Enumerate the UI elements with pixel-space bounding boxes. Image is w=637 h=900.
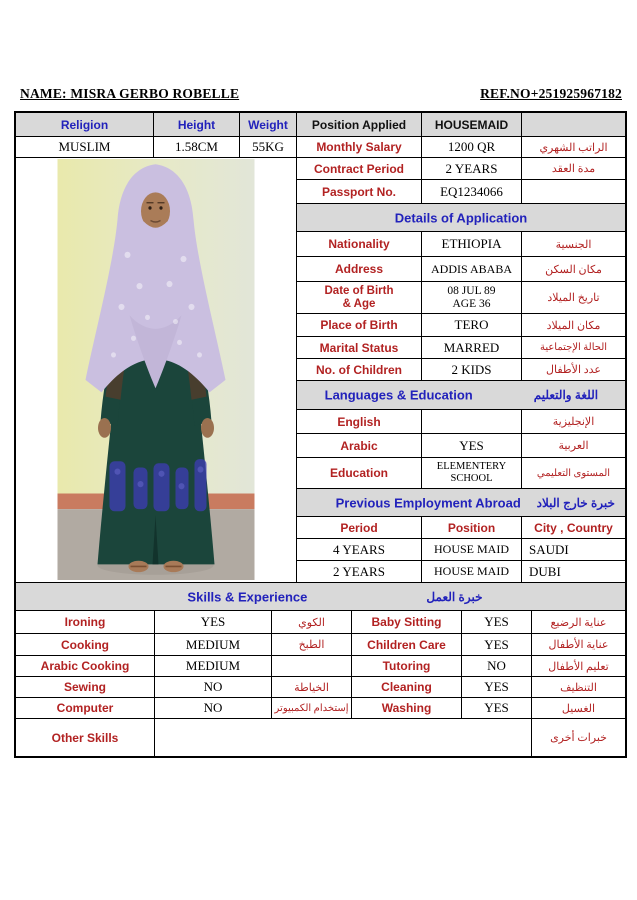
document-header [20, 86, 622, 102]
applicant-photo [58, 159, 255, 580]
nationality-label: Nationality [297, 232, 422, 256]
english-label: English [297, 410, 422, 433]
values-row [16, 137, 625, 158]
english-row [297, 410, 625, 434]
weight-value: 55KG [240, 137, 297, 157]
skill-value: YES [155, 611, 272, 633]
birthplace-arabic: مكان الميلاد [546, 319, 601, 332]
birthplace-value: TERO [422, 314, 522, 336]
arabic-row [297, 434, 625, 458]
dob-label: Date of Birth & Age [297, 282, 422, 313]
skill-value: MEDIUM [155, 634, 272, 655]
skill-arabic: الطبخ [272, 634, 352, 655]
details-column [297, 158, 625, 582]
photo-cell [16, 158, 297, 582]
skill-label: Cooking [16, 634, 155, 655]
position-column-header: Position [422, 517, 522, 538]
employment-section-title-arabic: خبرة خارج البلاد [536, 495, 615, 510]
salary-value: 1200 QR [422, 137, 522, 157]
skill-value: YES [462, 698, 532, 718]
skill-value: NO [155, 677, 272, 697]
dob-arabic: تاريخ الميلاد [547, 292, 600, 304]
skill-arabic: الغسيل [561, 702, 596, 715]
skill-label: Ironing [16, 611, 155, 633]
english-value [422, 410, 522, 433]
skill-value: MEDIUM [155, 656, 272, 676]
english-arabic: الإنجليزية [552, 416, 595, 428]
address-row [297, 257, 625, 282]
empty-header-cell [522, 113, 625, 136]
employment-section-title: Previous Employment Abroad [335, 495, 521, 510]
education-row [297, 458, 625, 489]
reference-number: REF.NO+251925967182 [480, 86, 622, 101]
education-label: Education [297, 458, 422, 488]
dob-row [297, 282, 625, 314]
skill-label: Cleaning [352, 677, 462, 697]
skill-arabic: الكوي [272, 611, 352, 633]
employment-2-position: HOUSE MAID [422, 561, 522, 582]
passport-label: Passport No. [297, 180, 422, 203]
applicant-name: NAME: MISRA GERBO ROBELLE [20, 86, 240, 101]
skill-value: YES [462, 634, 532, 655]
skill-value: NO [155, 698, 272, 718]
skill-label: Sewing [16, 677, 155, 697]
skill-arabic: الخياطة [272, 677, 352, 697]
skills-section-header [16, 583, 625, 611]
employment-columns-row [297, 517, 625, 539]
arabic-label: Arabic [297, 434, 422, 457]
children-arabic: عدد الأطفال [546, 364, 601, 376]
employment-row-2 [297, 561, 625, 582]
cv-table [14, 111, 627, 758]
table-header-row [16, 113, 625, 137]
weight-header: Weight [240, 113, 297, 136]
skill-arabic: عناية الأطفال [548, 639, 609, 651]
religion-value: MUSLIM [16, 137, 154, 157]
passport-value: EQ1234066 [422, 180, 522, 203]
religion-header: Religion [16, 113, 154, 136]
employment-1-period: 4 YEARS [297, 539, 422, 560]
contract-arabic: مدة العقد [551, 163, 596, 175]
nationality-value: ETHIOPIA [422, 232, 522, 256]
position-value: HOUSEMAID [422, 113, 522, 136]
employment-section-header [297, 489, 625, 517]
contract-period-row [297, 158, 625, 180]
address-label: Address [297, 257, 422, 281]
city-column-header: City , Country [534, 520, 613, 535]
education-arabic: المستوى التعليمي [536, 467, 611, 479]
skill-label: Children Care [352, 634, 462, 655]
skills-row-ironing [16, 611, 625, 634]
other-skills-label: Other Skills [16, 719, 155, 756]
skills-row-arabic-cooking [16, 656, 625, 677]
salary-label-arabic: الراتب الشهري [539, 141, 608, 154]
passport-row [297, 180, 625, 204]
languages-section-title-arabic: اللغة والتعليم [533, 388, 599, 402]
other-skills-empty-cell [155, 719, 532, 756]
skill-value: YES [462, 611, 532, 633]
marital-label: Marital Status [297, 337, 422, 358]
employment-row-1 [297, 539, 625, 561]
children-row [297, 359, 625, 381]
children-label: No. of Children [297, 359, 422, 380]
address-arabic: مكان السكن [545, 263, 602, 276]
employment-2-city: DUBI [529, 563, 561, 579]
nationality-arabic: الجنسية [555, 238, 592, 251]
skills-row-computer [16, 698, 625, 719]
other-skills-arabic: خبرات أخرى [550, 732, 607, 744]
position-applied-header: Position Applied [297, 113, 422, 136]
employment-1-position: HOUSE MAID [422, 539, 522, 560]
height-header: Height [154, 113, 240, 136]
languages-section-header [297, 381, 625, 410]
children-value: 2 KIDS [422, 359, 522, 380]
address-value: ADDIS ABABA [422, 257, 522, 281]
details-section-title: Details of Application [394, 210, 528, 225]
employment-1-city: SAUDI [529, 541, 569, 557]
skill-arabic: التنظيف [560, 681, 597, 694]
skills-row-sewing [16, 677, 625, 698]
skill-value: YES [462, 677, 532, 697]
skill-label: Washing [352, 698, 462, 718]
skill-label: Baby Sitting [352, 611, 462, 633]
contract-label: Contract Period [297, 158, 422, 179]
skill-arabic: عناية الرضيع [550, 616, 607, 629]
height-value: 1.58CM [154, 137, 240, 157]
skill-arabic: تعليم الأطفال [548, 660, 609, 673]
applicant-photo-graphic [58, 159, 255, 580]
birthplace-label: Place of Birth [297, 314, 422, 336]
other-skills-row [16, 719, 625, 756]
marital-row [297, 337, 625, 359]
marital-value: MARRED [422, 337, 522, 358]
birthplace-row [297, 314, 625, 337]
arabic-value: YES [422, 434, 522, 457]
skill-arabic [272, 656, 352, 676]
skill-label: Tutoring [352, 656, 462, 676]
education-value: ELEMENTERY SCHOOL [422, 458, 522, 488]
skill-arabic: إستخدام الكمبيوتر [272, 698, 352, 718]
dob-value: 08 JUL 89 AGE 36 [422, 282, 522, 313]
skills-section-title-arabic: خبرة العمل [426, 589, 483, 604]
arabic-arabic: العربية [558, 440, 589, 452]
skill-label: Computer [16, 698, 155, 718]
marital-arabic: الحالة الإجتماعية [539, 342, 608, 353]
passport-arabic [522, 180, 625, 203]
languages-section-title: Languages & Education [324, 387, 473, 403]
skills-row-cooking [16, 634, 625, 656]
salary-label: Monthly Salary [297, 137, 422, 157]
skills-section-title: Skills & Experience [187, 589, 308, 604]
period-column-header: Period [297, 517, 422, 538]
skill-label: Arabic Cooking [16, 656, 155, 676]
nationality-row [297, 232, 625, 257]
middle-band [16, 158, 625, 583]
details-section-header [297, 204, 625, 232]
contract-value: 2 YEARS [422, 158, 522, 179]
employment-2-period: 2 YEARS [297, 561, 422, 582]
skill-value: NO [462, 656, 532, 676]
